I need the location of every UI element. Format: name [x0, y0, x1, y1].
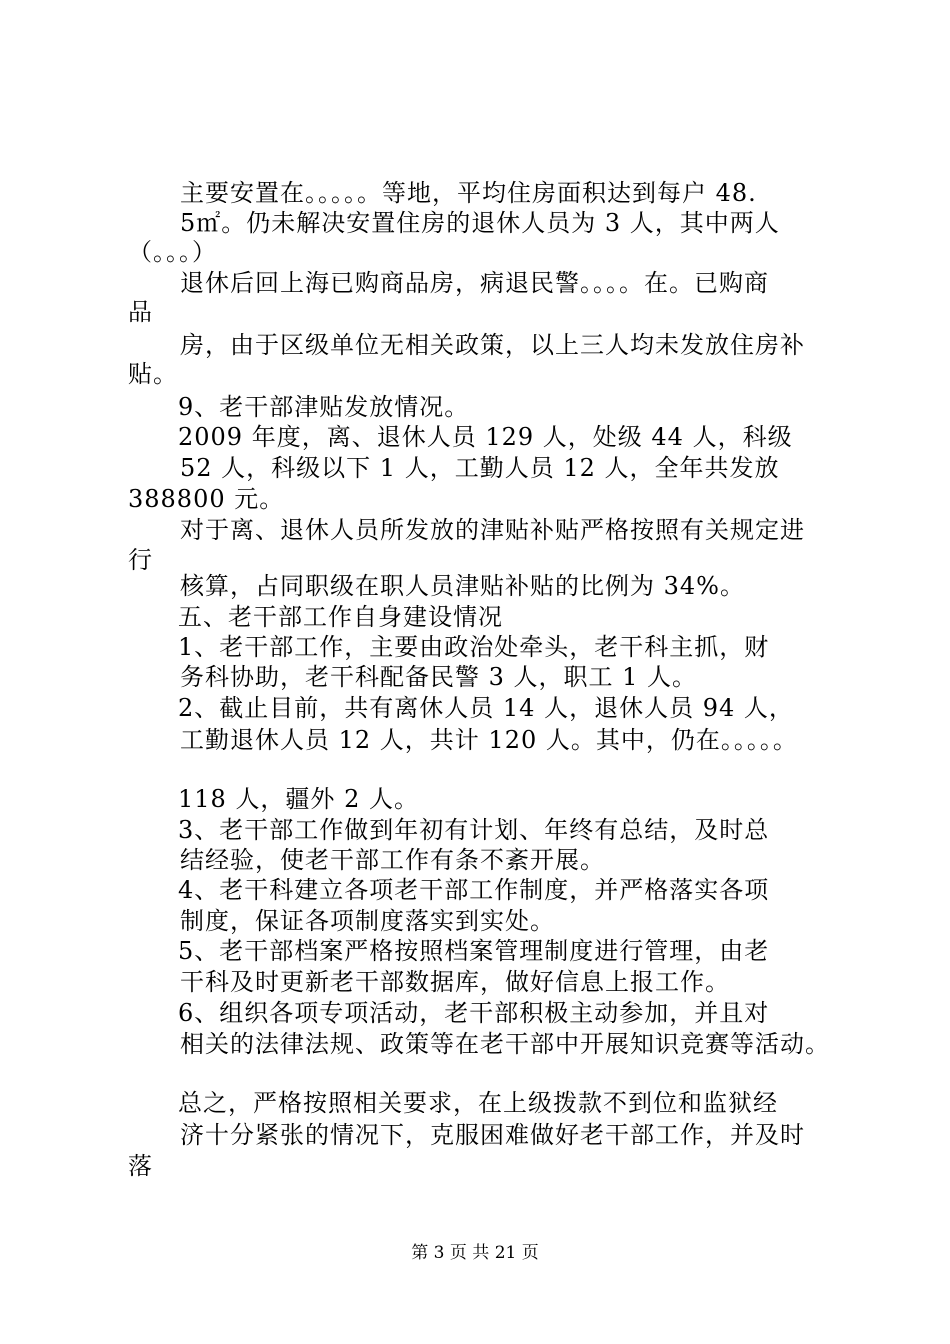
text-line: 济十分紧张的情况下，克服困难做好老干部工作，并及时: [180, 1121, 805, 1149]
text-line: 总之，严格按照相关要求，在上级拨款不到位和监狱经: [178, 1089, 778, 1117]
page-footer: 第 3 页 共 21 页: [411, 1243, 539, 1263]
text-line: 6、组织各项专项活动，老干部积极主动参加，并且对: [178, 999, 770, 1027]
text-line: 对于离、退休人员所发放的津贴补贴严格按照有关规定进: [180, 516, 805, 544]
text-line: 388800 元。: [128, 485, 285, 513]
text-line: 制度，保证各项制度落实到实处。: [180, 907, 555, 935]
text-line: 落: [128, 1152, 153, 1180]
text-line: 2009 年度，离、退休人员 129 人，处级 44 人，科级: [178, 423, 793, 451]
text-line: 退休后回上海已购商品房，病退民警。。。。在。已购商: [180, 269, 769, 297]
text-line: 5㎡。仍未解决安置住房的退休人员为 3 人，其中两人: [180, 209, 780, 237]
text-line: 贴。: [128, 360, 178, 388]
section-heading: 五、老干部工作自身建设情况: [178, 603, 503, 631]
text-line: 118 人，疆外 2 人。: [178, 785, 419, 813]
text-line: 核算，占同职级在职人员津贴补贴的比例为 34%。: [180, 572, 745, 600]
text-line: 行: [128, 546, 153, 574]
text-line: 主要安置在。。。。。等地，平均住房面积达到每户 48.: [180, 179, 757, 207]
text-line: 1、老干部工作，主要由政治处牵头，老干科主抓，财: [178, 633, 770, 661]
text-line: 3、老干部工作做到年初有计划、年终有总结，及时总: [178, 816, 770, 844]
text-line: 房，由于区级单位无相关政策，以上三人均未发放住房补: [180, 331, 805, 359]
text-line: 52 人，科级以下 1 人，工勤人员 12 人，全年共发放: [180, 454, 780, 482]
text-line: 工勤退休人员 12 人，共计 120 人。其中，仍在。。。。。: [180, 726, 798, 754]
text-line: （。。。）: [128, 238, 217, 266]
text-line: 结经验，使老干部工作有条不紊开展。: [180, 846, 605, 874]
text-line: 9、老干部津贴发放情况。: [178, 393, 470, 421]
text-line: 干科及时更新老干部数据库，做好信息上报工作。: [180, 968, 730, 996]
text-line: 2、截止目前，共有离休人员 14 人，退休人员 94 人，: [178, 694, 794, 722]
text-line: 相关的法律法规、政策等在老干部中开展知识竞赛等活动。: [180, 1030, 830, 1058]
text-line: 品: [128, 298, 153, 326]
text-line: 务科协助，老干科配备民警 3 人，职工 1 人。: [180, 663, 698, 691]
text-line: 4、老干科建立各项老干部工作制度，并严格落实各项: [178, 876, 770, 904]
text-line: 5、老干部档案严格按照档案管理制度进行管理，由老: [178, 937, 770, 965]
